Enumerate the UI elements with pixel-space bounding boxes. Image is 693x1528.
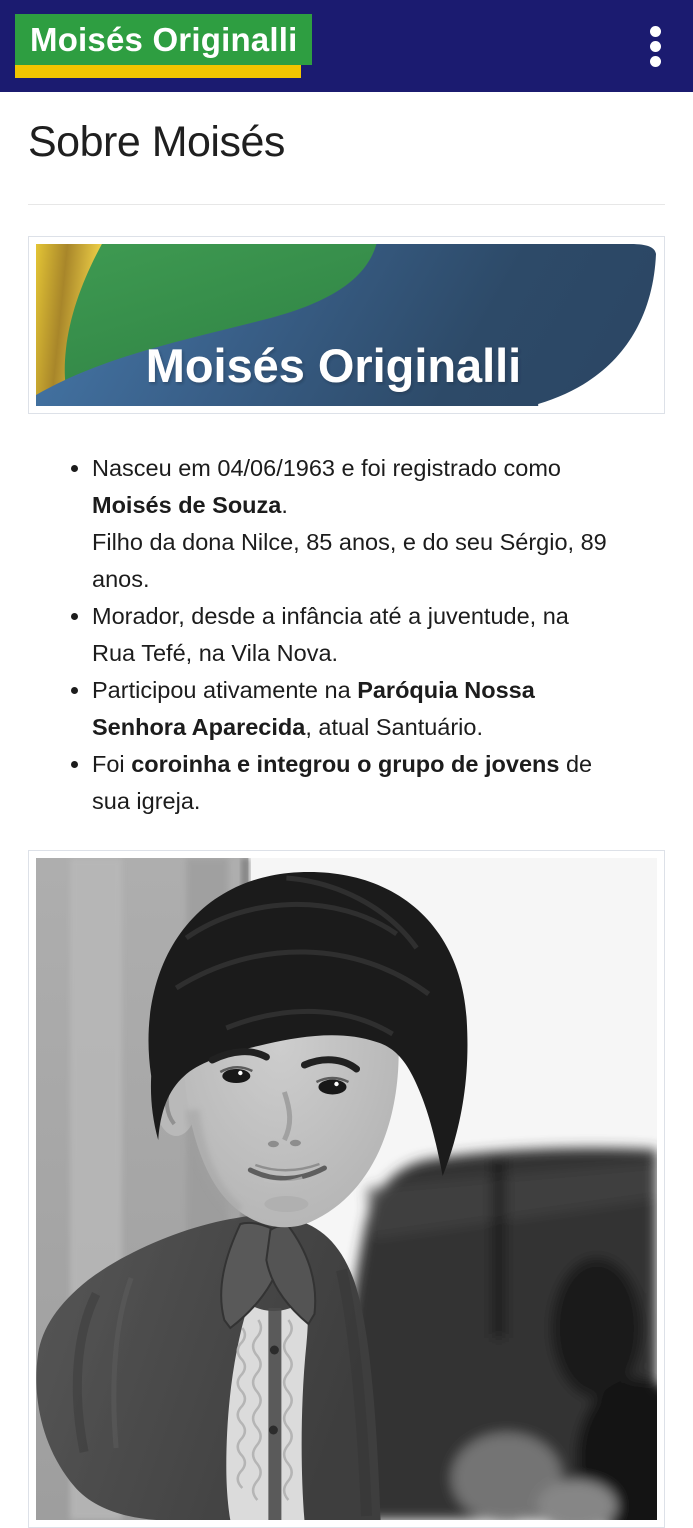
kebab-dot: [650, 56, 661, 67]
title-divider: [28, 204, 665, 205]
list-item: • Participou ativamente na Paróquia Nossa Senhora Aparecida, atual Santuário.: [92, 672, 659, 746]
childhood-photo: [28, 850, 665, 1528]
kebab-dot: [650, 41, 661, 52]
banner-text: Moisés Originalli: [145, 339, 522, 393]
banner-graphic: [36, 244, 657, 406]
kebab-dot: [650, 26, 661, 37]
site-logo-text: Moisés Originalli: [15, 14, 312, 65]
childhood-photo-graphic: [36, 858, 657, 1520]
list-item: • Morador, desde a infância até a juventude, na Rua Tefé, na Vila Nova.: [92, 598, 659, 672]
kebab-menu-icon[interactable]: [644, 20, 667, 73]
page-title: Sobre Moisés: [28, 118, 285, 166]
site-logo[interactable]: [15, 14, 312, 78]
list-item: • Nasceu em 04/06/1963 e foi registrado como Moisés de Souza. Filho da dona Nilce, 85 anos, e do seu Sérgio, 89 anos.: [92, 450, 659, 598]
about-list: [0, 450, 659, 820]
list-item: • Foi coroinha e integrou o grupo de jovens de sua igreja.: [92, 746, 659, 820]
banner-image: [28, 236, 665, 414]
logo-yellow-stripe: [15, 65, 301, 78]
app-header: [0, 0, 693, 92]
